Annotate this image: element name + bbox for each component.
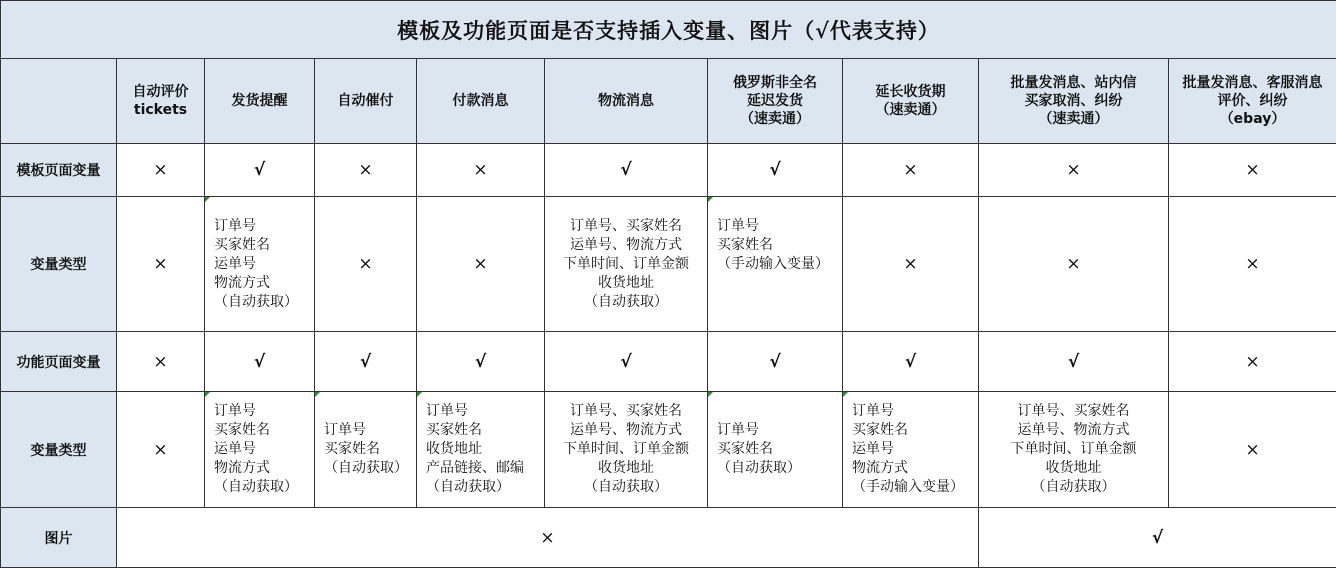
image-support-left: × — [117, 508, 979, 568]
template-var-type-cell: × — [979, 197, 1169, 332]
col-header-auto-review: 自动评价 tickets — [117, 59, 205, 144]
template-var-mark: × — [979, 144, 1169, 197]
template-var-type-list: 订单号 买家姓名 运单号 物流方式 （自动获取） — [205, 197, 315, 332]
function-var-mark: √ — [545, 332, 708, 392]
row-template-var-types — [1, 197, 1336, 332]
function-var-mark: √ — [417, 332, 545, 392]
row-template-vars — [1, 144, 1336, 197]
row-images — [1, 508, 1336, 568]
col-header-shipping-reminder: 发货提醒 — [205, 59, 315, 144]
template-var-type-list: 订单号、买家姓名 运单号、物流方式 下单时间、订单金额 收货地址 （自动获取） — [545, 197, 708, 332]
function-var-mark: √ — [979, 332, 1169, 392]
function-var-type-list: 订单号 买家姓名 运单号 物流方式 （手动输入变量） — [843, 392, 979, 508]
function-var-type-list: 订单号 买家姓名 收货地址 产品链接、邮编 （自动获取） — [417, 392, 545, 508]
row-label-template-vars: 模板页面变量 — [1, 144, 117, 197]
function-var-type-list: 订单号 买家姓名 运单号 物流方式 （自动获取） — [205, 392, 315, 508]
template-var-mark: √ — [708, 144, 843, 197]
function-var-type-list: 订单号、买家姓名 运单号、物流方式 下单时间、订单金额 收货地址 （自动获取） — [545, 392, 708, 508]
template-var-mark: × — [315, 144, 417, 197]
row-function-var-types — [1, 392, 1336, 508]
col-header-payment-message: 付款消息 — [417, 59, 545, 144]
row-label-template-var-type: 变量类型 — [1, 197, 117, 332]
col-header-russia-delayed-shipping: 俄罗斯非全名 延迟发货 （速卖通） — [708, 59, 843, 144]
template-var-type-cell: × — [843, 197, 979, 332]
template-var-type-cell: × — [1169, 197, 1336, 332]
function-var-mark: √ — [315, 332, 417, 392]
template-var-type-cell: × — [315, 197, 417, 332]
row-function-vars — [1, 332, 1336, 392]
col-header-bulk-ebay: 批量发消息、客服消息 评价、纠纷 （ebay） — [1169, 59, 1336, 144]
template-var-type-cell: × — [417, 197, 545, 332]
row-label-function-vars: 功能页面变量 — [1, 332, 117, 392]
row-label-function-var-type: 变量类型 — [1, 392, 117, 508]
col-header-logistics-message: 物流消息 — [545, 59, 708, 144]
template-var-mark: √ — [205, 144, 315, 197]
row-label-images: 图片 — [1, 508, 117, 568]
template-var-type-cell: × — [117, 197, 205, 332]
template-var-mark: × — [417, 144, 545, 197]
template-var-mark: × — [843, 144, 979, 197]
page-title: 模板及功能页面是否支持插入变量、图片（√代表支持） — [1, 1, 1336, 59]
col-header-auto-payment-reminder: 自动催付 — [315, 59, 417, 144]
image-support-right: √ — [979, 508, 1336, 568]
template-var-mark: √ — [545, 144, 708, 197]
function-var-type-cell: × — [117, 392, 205, 508]
col-header-extend-receipt: 延长收货期 （速卖通） — [843, 59, 979, 144]
function-var-mark: √ — [205, 332, 315, 392]
function-var-type-cell: × — [1169, 392, 1336, 508]
template-var-mark: × — [117, 144, 205, 197]
function-var-type-list: 订单号 买家姓名 （自动获取） — [315, 392, 417, 508]
template-var-mark: × — [1169, 144, 1336, 197]
function-var-type-list: 订单号、买家姓名 运单号、物流方式 下单时间、订单金额 收货地址 （自动获取） — [979, 392, 1169, 508]
function-var-mark: × — [117, 332, 205, 392]
function-var-mark: × — [1169, 332, 1336, 392]
function-var-mark: √ — [843, 332, 979, 392]
function-var-mark: √ — [708, 332, 843, 392]
function-var-type-list: 订单号 买家姓名 （自动获取） — [708, 392, 843, 508]
corner-cell — [1, 59, 117, 144]
col-header-bulk-aliexpress: 批量发消息、站内信 买家取消、纠纷 （速卖通） — [979, 59, 1169, 144]
template-var-type-list: 订单号 买家姓名 （手动输入变量） — [708, 197, 843, 332]
